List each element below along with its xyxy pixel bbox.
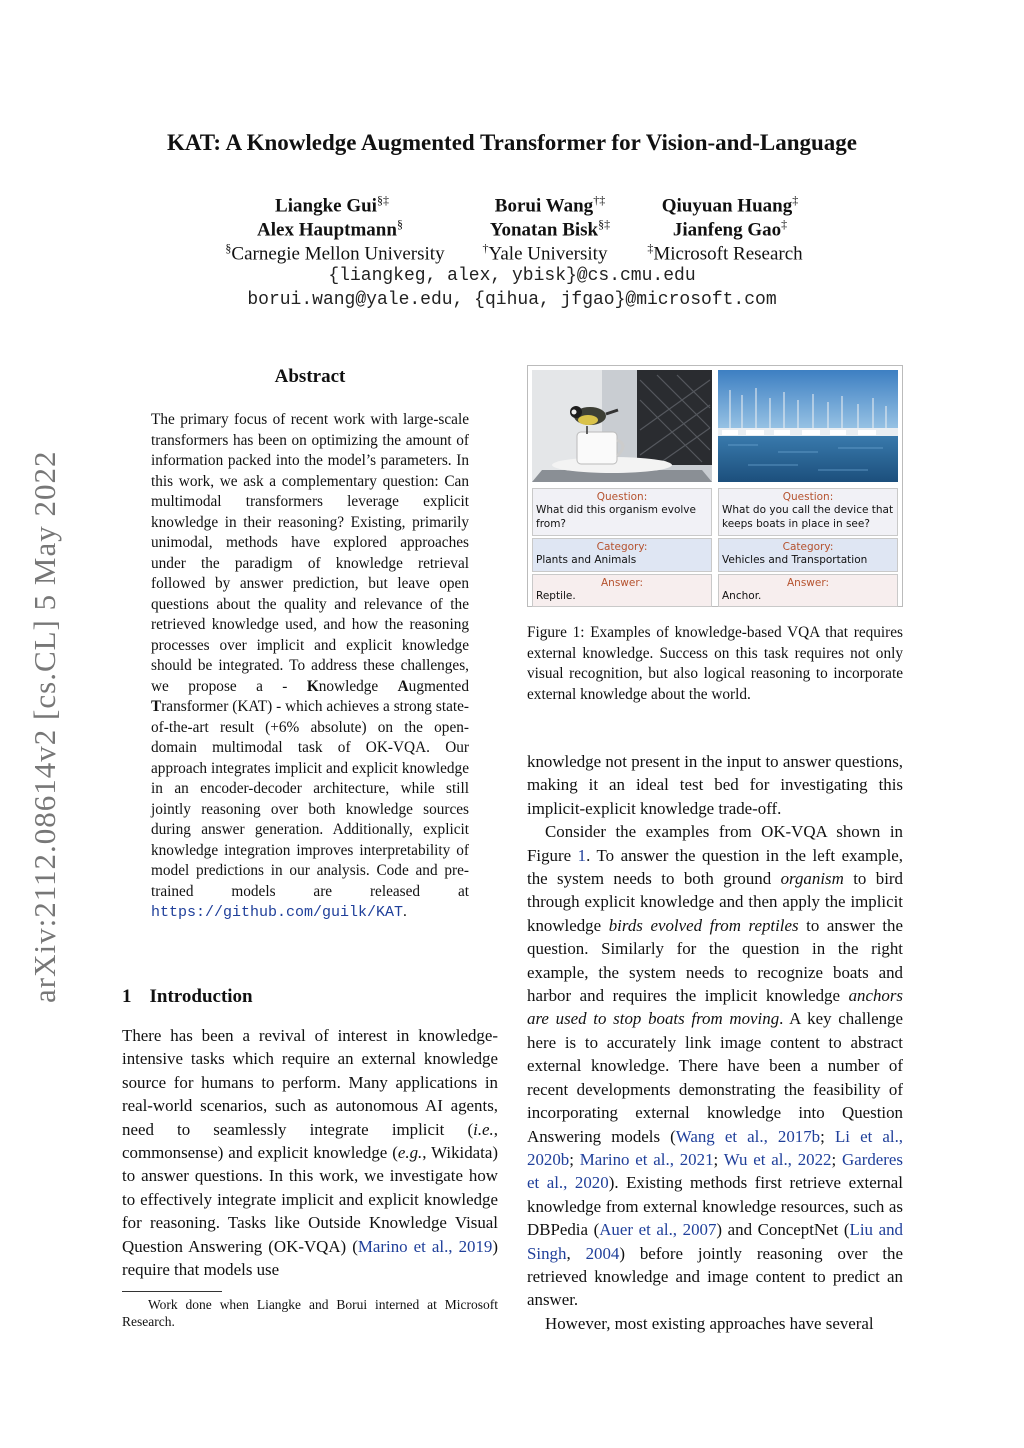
- email-line-2: borui.wang@yale.edu, {qihua, jfgao}@microsoft.com: [247, 290, 777, 310]
- citation-liu-singh[interactable]: Liu and Singh: [527, 1220, 903, 1263]
- arxiv-stamp: arXiv:2112.08614v2 [cs.CL] 5 May 2022: [27, 450, 62, 1003]
- right-paragraph-2: Consider the examples from OK-VQA shown in Figure 1. To answer the question in the left example, the system needs to both ground organism to bird through explicit knowledge and then apply the implicit knowledge birds evolved from reptiles to answer the question. Similarly for the question in the right example, the system needs to recognize boats and harbor and requires the implicit knowledge anchors are used to stop boats from moving. A key challenge here is to accurately link image content to abstract external knowledge. There have been a number of recent developments demonstrating the feasibility of incorporating external knowledge into Question Answering models (Wang et al., 2017b; Li et al., 2020b; Marino et al., 2021; Wu et al., 2022; Garderes et al., 2020). Existing methods first retrieve external knowledge from external knowledge resources, such as DBPedia (Auer et al., 2007) and ConceptNet (Liu and Singh, 2004) before jointly reasoning over the retrieved knowledge and image content to predict an answer.: [527, 822, 904, 1310]
- introduction-paragraph: There has been a revival of interest in knowledge-intensive tasks which require an external knowledge source for humans to perform. Many applications in real-world scenarios, such as autonomous AI agents, need to seamlessly integrate implicit (i.e., commonsense) and explicit knowledge (e.g., Wikidata) to answer questions. In this work, we investigate how to effectively integrate implicit and explicit knowledge for reasoning. Tasks like Outside Knowledge Visual Question Answering (OK-VQA) (Marino et al., 2019) require that models use: [122, 1026, 498, 1280]
- code-link[interactable]: https://github.com/guilk/KAT: [151, 904, 404, 921]
- section-heading-introduction: 1 Introduction: [122, 986, 253, 1007]
- citation-li-2020b[interactable]: Li et al., 2020b: [527, 1126, 904, 1169]
- abstract-heading: Abstract: [274, 366, 346, 387]
- citation-liu-singh-year[interactable]: 2004: [585, 1243, 620, 1263]
- author-2: Borui Wang†‡: [494, 193, 606, 217]
- author-1: Liangke Gui§‡: [275, 193, 389, 217]
- author-5: Yonatan Bisk§‡: [489, 217, 611, 241]
- citation-wu-2022[interactable]: Wu et al., 2022: [723, 1149, 832, 1169]
- figure-1-ref[interactable]: 1: [577, 845, 587, 865]
- left-category-box: Category: Plants and Animals: [532, 538, 712, 572]
- right-question-box: Question: What do you call the device that keeps boats in place in see?: [718, 488, 898, 536]
- paper-title: KAT: A Knowledge Augmented Transformer for Vision-and-Language: [166, 130, 858, 155]
- footnote-rule: [122, 1291, 222, 1292]
- abstract-body: The primary focus of recent work with large-scale transformers has been on optimizing the amount of information packed into the model’s parameters. In this work, we ask a complementary question: Can multimodal transformers leverage explicit knowledge in their reasoning? Existing, primarily unimodal, methods have explored approaches under the paradigm of knowledge retrieval followed by answer prediction, but leave open questions about the quality and relevance of the retrieved knowledge used, and how the reasoning processes over implicit and explicit knowledge should be integrated. To address these challenges, we propose a - Knowledge Augmented Transformer (KAT) - which achieves a strong state-of-the-art result (+6% absolute) on the open-domain multimodal task of OK-VQA. Our approach integrates implicit and explicit knowledge in an encoder-decoder architecture, while still jointly reasoning over both knowledge sources during answer generation. Additionally, explicit knowledge integration improves interpretability of model predictions in our analysis. Code and pre-trained models are released at https://github.com/guilk/KAT.: [151, 411, 469, 921]
- figure-1-caption: Figure 1: Examples of knowledge-based VQA that requires external knowledge. Success on this task requires not only visual recognition, but also logical reasoning to incorporate external knowledge about the world.: [527, 624, 903, 703]
- affiliation-cmu: §Carnegie Mellon University: [225, 241, 445, 265]
- right-paragraph-3: However, most existing approaches have several: [545, 1313, 874, 1333]
- affiliation-yale: †Yale University: [482, 241, 608, 265]
- citation-garderes-2020[interactable]: Garderes et al., 2020: [527, 1149, 903, 1193]
- right-column-body: [527, 750, 903, 1335]
- footnote: Work done when Liangke and Borui interned at Microsoft Research.: [122, 1297, 498, 1329]
- author-3: Qiuyuan Huang‡: [661, 193, 799, 217]
- left-question-box: Question: What did this organism evolve from?: [532, 488, 712, 536]
- affiliation-microsoft: ‡Microsoft Research: [647, 241, 803, 265]
- right-category-box: Category: Vehicles and Transportation: [718, 538, 898, 572]
- author-4: Alex Hauptmann§: [257, 217, 403, 241]
- figure-1: [527, 365, 903, 607]
- citation-marino-2021[interactable]: Marino et al., 2021: [579, 1149, 714, 1169]
- right-answer-box: Answer: Anchor.: [718, 574, 898, 607]
- citation-auer-2007[interactable]: Auer et al., 2007: [599, 1220, 717, 1240]
- citation-wang-2017b[interactable]: Wang et al., 2017b: [675, 1126, 821, 1146]
- email-line-1: {liangkeg, alex, ybisk}@cs.cmu.edu: [328, 266, 696, 286]
- citation-marino-2019[interactable]: Marino et al., 2019: [357, 1236, 493, 1256]
- right-paragraph-1: knowledge not present in the input to answer questions, making it an ideal test bed for investigating this implicit-explicit knowledge trade-off.: [527, 752, 903, 818]
- left-answer-box: Answer: Reptile.: [532, 574, 712, 607]
- harbor-photo: [718, 370, 898, 482]
- author-6: Jianfeng Gao‡: [672, 217, 788, 241]
- bird-photo: [532, 370, 712, 482]
